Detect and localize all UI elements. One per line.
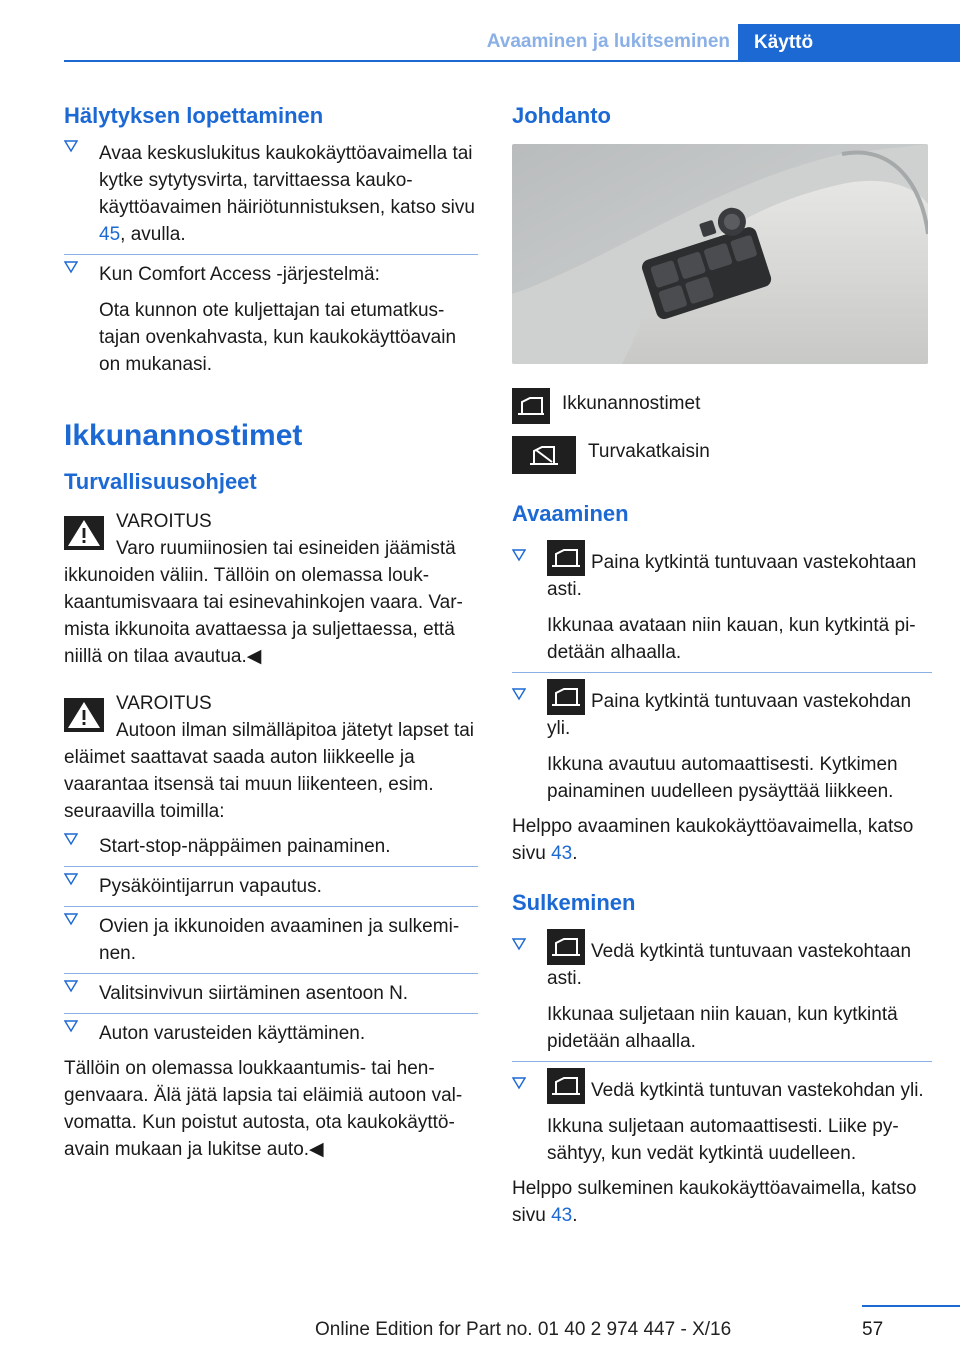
window-open-switch-icon <box>547 540 585 576</box>
heading-alarm-stop: Hälytyksen lopettaminen <box>64 103 324 128</box>
edition-footer: Online Edition for Part no. 01 40 2 974 447 - X/16 <box>315 1319 732 1340</box>
heading-opening: Avaaminen <box>512 501 629 526</box>
bullet-text: Start-stop-näppäimen painaminen. <box>99 836 391 857</box>
bullet-triangle-icon <box>64 260 78 274</box>
warning-title: VAROITUS <box>116 693 212 714</box>
bullet-text: Pysäköintijarrun vapautus. <box>99 876 322 897</box>
warning-icon <box>64 698 104 732</box>
door-switch-photo <box>512 144 928 364</box>
legend-label: Ikkunannostimet <box>562 393 701 414</box>
bullet-text: Auton varusteiden käyttäminen. <box>99 1023 366 1044</box>
warning-text: Varo ruumiinosien tai esineiden jäämistä ikkunoiden väliin. Tällöin on olemassa loukkaantumisvaara tai esinevahinkojen vaara. Varmista ikkunoita avattaessa ja suljettaessa, että niillä on tilaa avautua.◀ <box>64 538 463 667</box>
bullet-text: Ikkuna avautuu automaattisesti. Kytkimen painaminen uudelleen pysäyttää liikkeen. <box>547 754 898 802</box>
warning-action-list <box>64 827 478 1053</box>
header-rule <box>64 60 960 62</box>
list-item <box>64 974 478 1014</box>
window-close-switch-icon <box>547 929 585 965</box>
list-item <box>64 134 478 255</box>
remote-open-text: Helppo avaaminen kaukokäyttöavaimella, katso sivu <box>512 816 914 864</box>
bullet-triangle-icon <box>64 979 78 993</box>
legend-row <box>512 388 932 424</box>
legend-label: Turvakatkaisin <box>588 441 710 462</box>
opening-list <box>512 534 932 811</box>
window-lift-switch-icon <box>512 388 550 424</box>
safety-switch-icon <box>512 436 576 474</box>
bullet-text: Vedä kytkintä tuntuvaan vastekohtaan asti. <box>547 941 912 989</box>
list-item <box>64 827 478 867</box>
bullet-triangle-icon <box>64 1019 78 1033</box>
remote-close-text-end: . <box>572 1205 578 1226</box>
bullet-text: Ota kunnon ote kuljettajan tai etumatkustajan ovenkahvasta, kun kaukokäyttöavain on mukanasi. <box>99 300 457 375</box>
bullet-text: Vedä kytkintä tuntuvan vastekohdan yli. <box>591 1080 924 1101</box>
bullet-triangle-icon <box>64 872 78 886</box>
warning-box <box>64 690 478 825</box>
bullet-triangle-icon <box>64 139 78 153</box>
heading-window-regulators: Ikkunannostimet <box>64 419 303 452</box>
bullet-text: Ovien ja ikkunoiden avaaminen ja sulkeminen. <box>99 916 460 964</box>
bullet-triangle-icon <box>512 937 526 951</box>
left-column <box>64 100 478 1163</box>
list-item <box>512 1062 932 1173</box>
heading-intro: Johdanto <box>512 103 611 128</box>
bullet-text: Kun Comfort Access -järjestelmä: <box>99 264 380 285</box>
bullet-triangle-icon <box>64 912 78 926</box>
warning-box <box>64 508 478 670</box>
page-link-45[interactable]: 45 <box>99 224 121 245</box>
bullet-text: Ikkunaa suljetaan niin kauan, kun kytkintä pidetään alhaalla. <box>547 1004 898 1052</box>
list-item <box>64 255 478 384</box>
bullet-triangle-icon <box>512 548 526 562</box>
warning-conclusion: Tällöin on olemassa loukkaantumis- tai hengenvaara. Älä jätä lapsia tai eläimiä autoon valvomatta. Kun poistut autosta, ota kaukokäyttöavain mukaan ja lukitse auto.◀ <box>64 1058 463 1160</box>
page-link-43[interactable]: 43 <box>551 843 573 864</box>
bullet-text: Paina kytkintä tuntuvaan vastekohdan yli. <box>547 691 912 739</box>
remote-open-text-end: . <box>572 843 578 864</box>
page-number: 57 <box>862 1319 884 1340</box>
heading-safety: Turvallisuusohjeet <box>64 469 257 494</box>
list-item <box>512 534 932 673</box>
remote-close-text: Helppo sulkeminen kaukokäyttöavaimella, katso sivu <box>512 1178 917 1226</box>
bullet-text: Avaa keskuslukitus kaukokäyttöavaimella tai kytke sytytysvirta, tarvittaessa kaukokäyttöavaimen häiriötunnistuksen, katso sivu <box>99 143 475 218</box>
warning-text: Autoon ilman silmälläpitoa jätetyt lapset tai eläimet saattavat saada auton liikkeelle ja vaarantaa itsensä tai muun liikenteen, esim. seuraavilla toimilla: <box>64 720 475 822</box>
closing-list <box>512 923 932 1173</box>
chapter-tab: Käyttö <box>738 24 960 62</box>
alarm-list <box>64 134 478 384</box>
warning-title: VAROITUS <box>116 511 212 532</box>
footer-rule <box>862 1305 960 1307</box>
legend-row <box>512 436 932 474</box>
bullet-text-end: , avulla. <box>120 224 186 245</box>
bullet-triangle-icon <box>512 687 526 701</box>
bullet-text: Ikkuna suljetaan automaattisesti. Liike pysähtyy, kun vedät kytkintä uudelleen. <box>547 1116 899 1164</box>
running-header-section: Avaaminen ja lukitseminen <box>486 31 730 52</box>
heading-closing: Sulkeminen <box>512 890 636 915</box>
list-item <box>64 867 478 907</box>
window-close-auto-switch-icon <box>547 1068 585 1104</box>
bullet-triangle-icon <box>512 1076 526 1090</box>
right-column <box>512 100 932 1229</box>
bullet-triangle-icon <box>64 832 78 846</box>
warning-icon <box>64 516 104 550</box>
window-open-auto-switch-icon <box>547 679 585 715</box>
list-item <box>64 1014 478 1053</box>
list-item <box>64 907 478 974</box>
list-item <box>512 923 932 1062</box>
page-link-43[interactable]: 43 <box>551 1205 573 1226</box>
bullet-text: Valitsinvivun siirtäminen asentoon N. <box>99 983 409 1004</box>
bullet-text: Ikkunaa avataan niin kauan, kun kytkintä pidetään alhaalla. <box>547 615 916 663</box>
bullet-text: Paina kytkintä tuntuvaan vastekohtaan asti. <box>547 552 917 600</box>
list-item <box>512 673 932 811</box>
